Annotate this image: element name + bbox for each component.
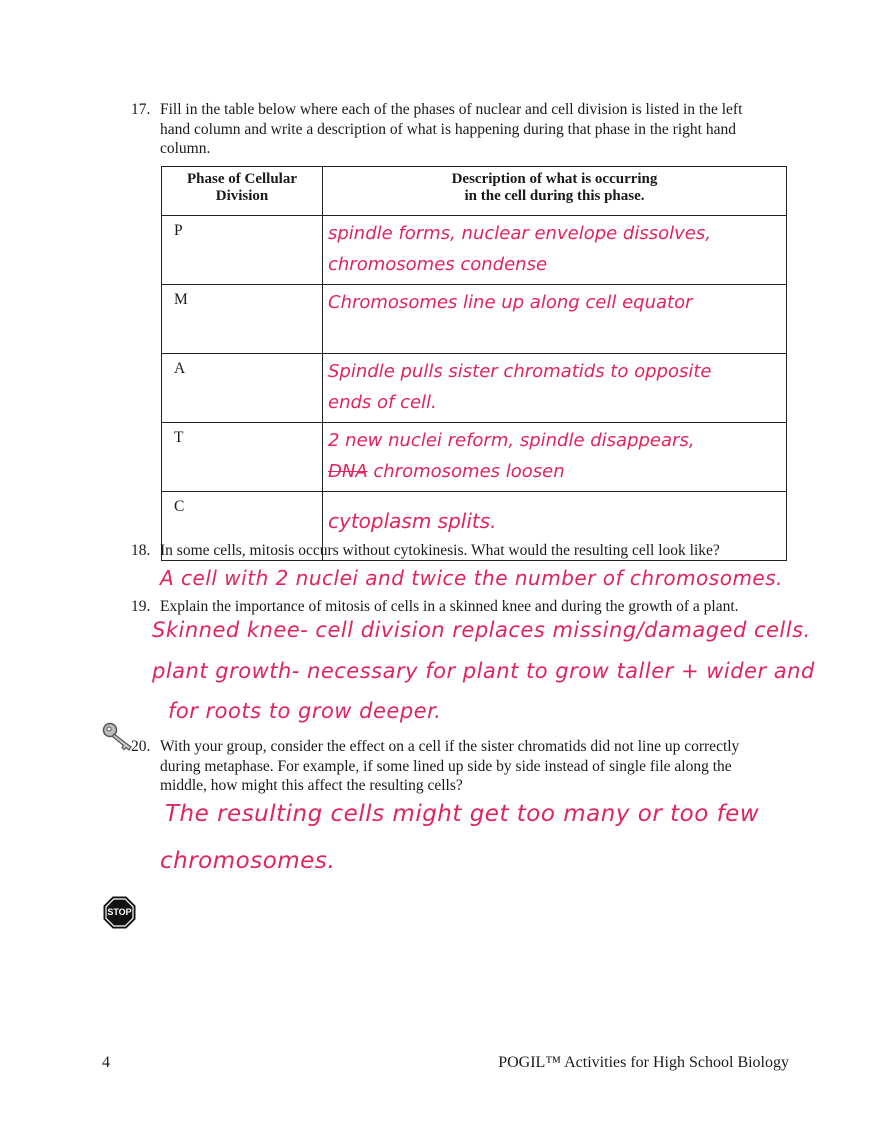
header-description-line: Description of what is occurring bbox=[451, 171, 658, 187]
answer-cell[interactable] bbox=[323, 354, 787, 423]
header-phase bbox=[162, 167, 323, 216]
question-line: With your group, consider the effect on a cell if the sister chromatids did not line up correctly bbox=[160, 738, 740, 755]
question-line: column. bbox=[160, 140, 211, 157]
answer-line: Spindle pulls sister chromatids to opposite bbox=[328, 361, 712, 382]
header-phase-line: Phase of Cellular bbox=[187, 171, 297, 187]
question-number: 19. bbox=[131, 598, 151, 615]
handwritten-answer bbox=[323, 423, 786, 487]
question-line: during metaphase. For example, if some lined up side by side instead of single file along the bbox=[160, 757, 732, 775]
question-number: 17. bbox=[131, 101, 151, 118]
handwritten-answer-20-line1[interactable]: The resulting cells might get too many or too few bbox=[165, 801, 760, 827]
phase-cell: C bbox=[162, 492, 323, 561]
answer-cell[interactable] bbox=[323, 285, 787, 354]
answer-line: cytoplasm splits. bbox=[328, 509, 497, 533]
phases-table bbox=[161, 166, 787, 561]
question-20 bbox=[131, 737, 811, 797]
header-phase-line: Division bbox=[215, 188, 269, 204]
question-19 bbox=[131, 597, 811, 617]
phase-cell: P bbox=[162, 216, 323, 285]
phase-cell: M bbox=[162, 285, 323, 354]
struck-out-word: DNA bbox=[328, 461, 368, 482]
answer-line: spindle forms, nuclear envelope dissolves, bbox=[328, 223, 711, 244]
handwritten-answer bbox=[323, 492, 786, 537]
question-text: In some cells, mitosis occurs without cytokinesis. What would the resulting cell look like? bbox=[160, 542, 720, 559]
stop-sign-label: STOP bbox=[107, 907, 132, 917]
handwritten-answer-19-line1[interactable]: Skinned knee- cell division replaces missing/damaged cells. bbox=[152, 618, 811, 642]
handwritten-answer bbox=[323, 285, 786, 318]
answer-line: chromosomes condense bbox=[328, 254, 548, 275]
phase-cell: A bbox=[162, 354, 323, 423]
table-row bbox=[162, 354, 787, 423]
question-text: Explain the importance of mitosis of cells in a skinned knee and during the growth of a plant. bbox=[160, 598, 739, 615]
footer-title: POGIL™ Activities for High School Biology bbox=[498, 1054, 789, 1071]
table-row bbox=[162, 216, 787, 285]
handwritten-answer-19-line3[interactable]: for roots to grow deeper. bbox=[168, 699, 442, 723]
question-18 bbox=[131, 541, 811, 561]
table-row bbox=[162, 285, 787, 354]
answer-cell[interactable] bbox=[323, 216, 787, 285]
question-line: Fill in the table below where each of the phases of nuclear and cell division is listed in the left bbox=[160, 101, 743, 118]
answer-line-text: chromosomes loosen bbox=[373, 461, 565, 482]
stop-sign-icon bbox=[103, 896, 136, 929]
handwritten-answer-19-line2[interactable]: plant growth- necessary for plant to grow taller + wider and bbox=[152, 659, 815, 683]
page-number: 4 bbox=[102, 1054, 110, 1071]
question-text bbox=[160, 100, 742, 159]
question-text bbox=[160, 737, 739, 796]
handwritten-answer-18[interactable]: A cell with 2 nuclei and twice the number of chromosomes. bbox=[160, 566, 784, 590]
answer-line bbox=[328, 456, 786, 487]
question-17 bbox=[131, 100, 811, 160]
phase-cell: T bbox=[162, 423, 323, 492]
header-description-line: in the cell during this phase. bbox=[464, 188, 645, 204]
handwritten-answer-20-line2[interactable]: chromosomes. bbox=[160, 848, 336, 874]
handwritten-answer bbox=[323, 216, 786, 280]
answer-line: 2 new nuclei reform, spindle disappears, bbox=[328, 430, 695, 451]
question-line: middle, how might this affect the resulting cells? bbox=[160, 777, 463, 794]
table-row bbox=[162, 423, 787, 492]
question-line: hand column and write a description of what is happening during that phase in the right hand bbox=[160, 120, 736, 138]
question-number: 18. bbox=[131, 542, 151, 559]
answer-line: ends of cell. bbox=[328, 392, 437, 413]
header-description bbox=[323, 167, 787, 216]
table-header-row bbox=[162, 167, 787, 216]
answer-line: Chromosomes line up along cell equator bbox=[328, 292, 693, 313]
question-number: 20. bbox=[131, 738, 151, 755]
answer-cell[interactable] bbox=[323, 423, 787, 492]
handwritten-answer bbox=[323, 354, 786, 418]
